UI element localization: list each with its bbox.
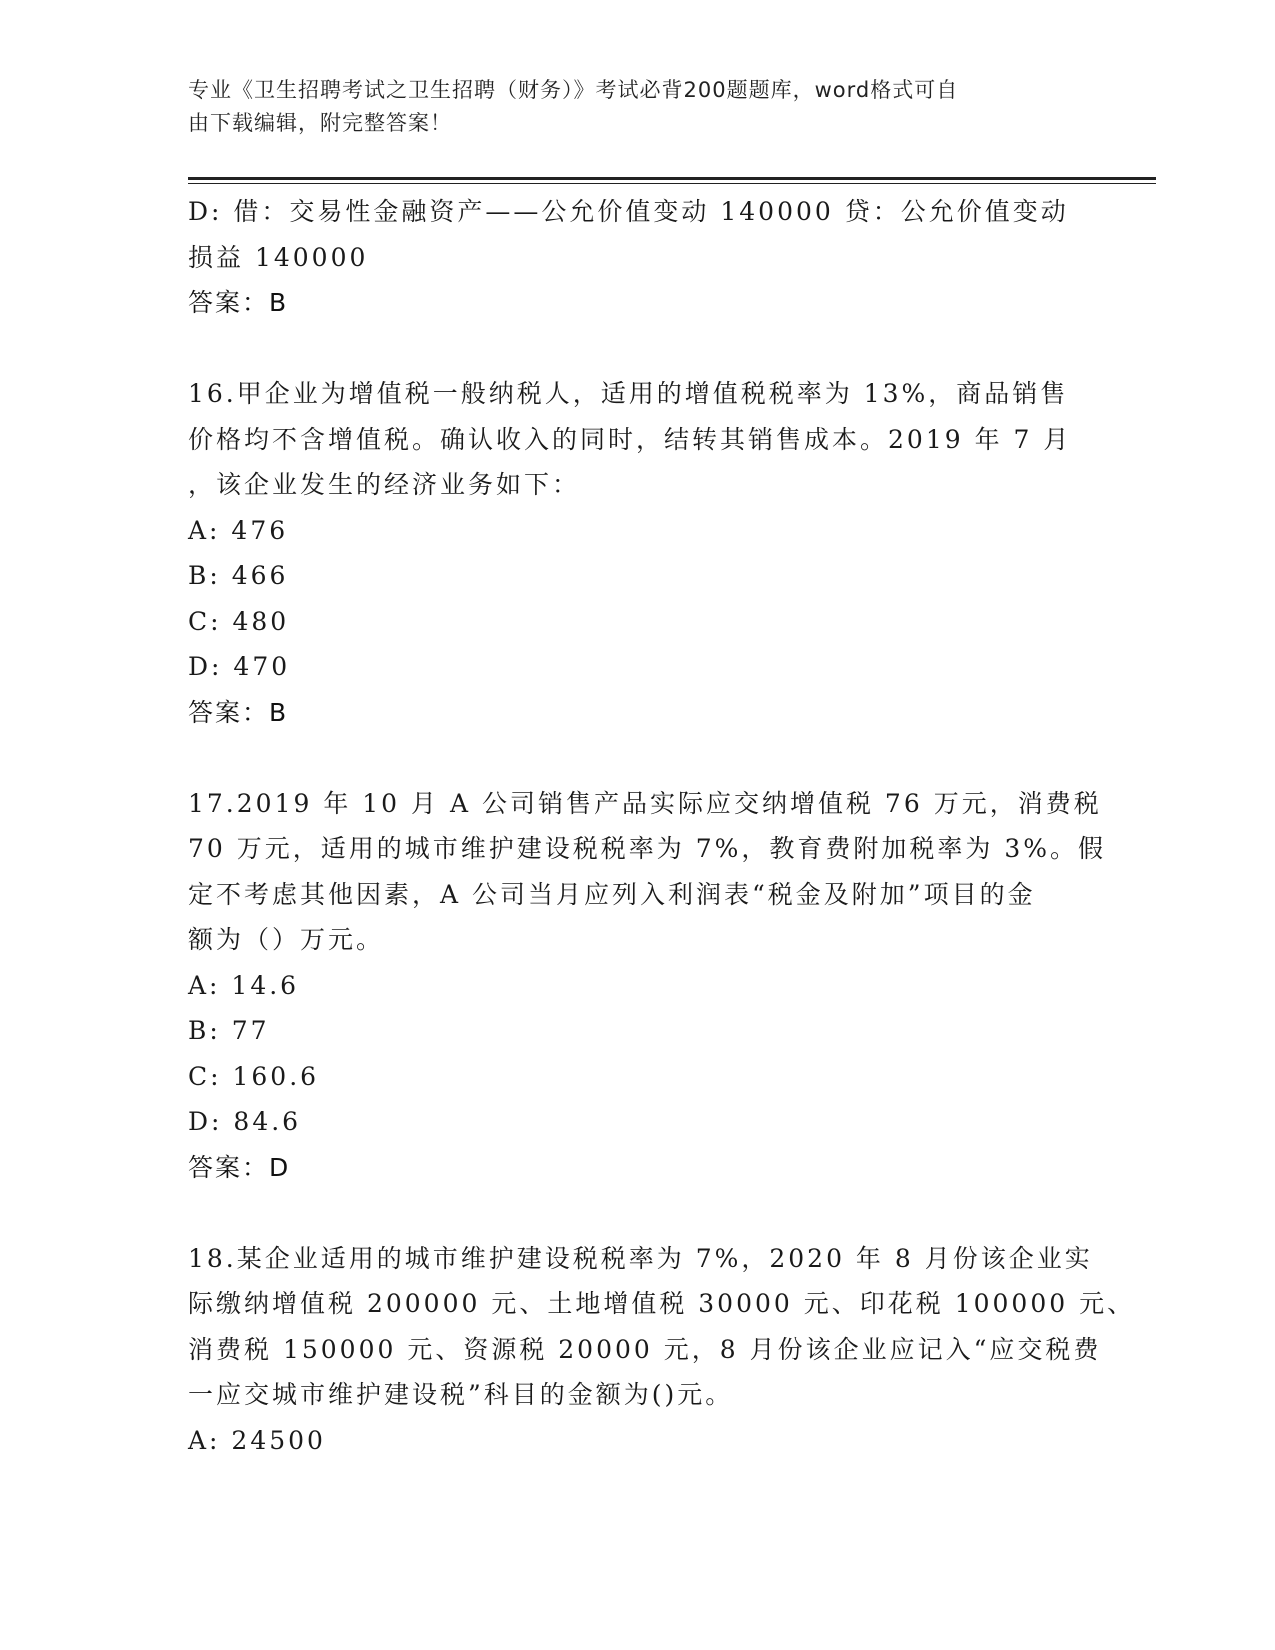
header-line-1: 专业《卫生招聘考试之卫生招聘（财务）》考试必背200题题库，word格式可自 — [188, 78, 959, 102]
question-stem-line: 一应交城市维护建设税”科目的金额为()元。 — [188, 1380, 734, 1409]
option-c: C: 160.6 — [188, 1061, 320, 1091]
option-a: A: 24500 — [188, 1425, 326, 1455]
option-b: B: 466 — [188, 561, 289, 590]
question-stem-line: 定不考虑其他因素，A 公司当月应列入利润表“税金及附加”项目的金 — [188, 879, 1036, 909]
question-16 — [188, 371, 1088, 735]
question-stem-line: 16.甲企业为增值税一般纳税人，适用的增值税税率为 13%，商品销售 — [188, 379, 1069, 408]
question-stem-line: 70 万元，适用的城市维护建设税税率为 7%，教育费附加税率为 3%。假 — [188, 834, 1106, 863]
answer-label: 答案：B — [188, 288, 289, 317]
question-stem-line: 际缴纳增值税 200000 元、土地增值税 30000 元、印花税 100000 元、 — [188, 1289, 1136, 1318]
option-a: A: 476 — [188, 515, 289, 545]
question-stem-line: 消费税 150000 元、资源税 20000 元，8 月份该企业应记入“应交税费 — [188, 1334, 1102, 1364]
option-a: A: 14.6 — [188, 970, 300, 1000]
question-stem-line: 额为（）万元。 — [188, 925, 385, 954]
question-17 — [188, 781, 1106, 1191]
header-line-2: 由下载编辑，附完整答案！ — [188, 111, 452, 135]
option-b: B: 77 — [188, 1016, 270, 1045]
question-stem-line: ，该企业发生的经济业务如下： — [188, 470, 581, 499]
option-d: D: 470 — [188, 652, 291, 681]
question-stem-line: 18.某企业适用的城市维护建设税税率为 7%，2020 年 8 月份该企业实 — [188, 1243, 1093, 1273]
option-d: D: 84.6 — [188, 1107, 302, 1136]
spacer — [188, 326, 1088, 372]
option-d-line-1: D: 借：交易性金融资产——公允价值变动 140000 贷：公允价值变动 — [188, 197, 1069, 226]
answer-label: 答案：B — [188, 697, 289, 727]
header-divider-thick — [188, 177, 1156, 180]
option-c: C: 480 — [188, 606, 290, 636]
question-stem-line: 价格均不含增值税。确认收入的同时，结转其销售成本。2019 年 7 月 — [188, 424, 1072, 454]
question-stem-line: 17.2019 年 10 月 A 公司销售产品实际应交纳增值税 76 万元，消费税 — [188, 788, 1102, 818]
question-list — [188, 189, 1136, 1463]
document-header — [188, 74, 1068, 140]
spacer — [188, 735, 1088, 781]
question-15-tail — [188, 189, 1088, 326]
question-18 — [188, 1236, 1136, 1464]
option-d-line-2: 损益 140000 — [188, 242, 369, 272]
header-divider-thin — [188, 183, 1156, 184]
answer-label: 答案：D — [188, 1152, 291, 1182]
spacer — [188, 1190, 1088, 1236]
